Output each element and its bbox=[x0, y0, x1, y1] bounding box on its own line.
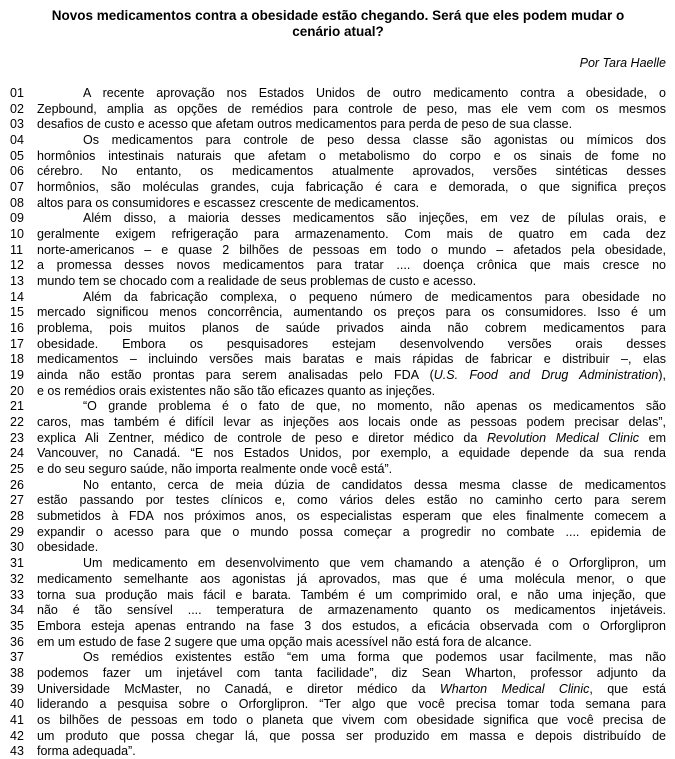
line-number: 01 bbox=[10, 86, 24, 100]
line-text bbox=[37, 86, 666, 102]
line-number: 02 bbox=[10, 101, 24, 116]
line-number: 09 bbox=[10, 211, 24, 226]
text-line bbox=[10, 493, 666, 509]
line-text bbox=[37, 321, 666, 337]
text-segment: altos para os consumidores e escassez crescente de medicamentos. bbox=[37, 195, 420, 210]
line-text bbox=[37, 478, 666, 494]
line-text bbox=[37, 650, 666, 666]
line-number: 20 bbox=[10, 383, 24, 398]
text-line bbox=[10, 196, 666, 212]
text-segment: Um medicamento em desenvolvimento que vem chamando a atenção é o Orforglipron, um bbox=[83, 556, 666, 571]
text-segment: hormônios, são moléculas grandes, cuja fabricação é cara e demorada, o que significa preços bbox=[37, 180, 666, 195]
line-text bbox=[37, 572, 666, 588]
text-segment: “O grande problema é o fato de que, no momento, não apenas os medicamentos são bbox=[83, 399, 666, 414]
line-number: 12 bbox=[10, 258, 24, 273]
text-line bbox=[10, 509, 666, 525]
text-segment: submetidos à FDA nos próximos anos, os especialistas esperam que eles finalmente comecem a bbox=[37, 509, 666, 524]
line-text bbox=[37, 713, 666, 729]
text-line bbox=[10, 556, 666, 572]
text-segment: medicamentos – incluindo versões mais baratas e mais rápidas de fabricar e distribuir –, elas bbox=[37, 352, 666, 367]
text-segment: em bbox=[638, 430, 666, 445]
text-segment: Além disso, a maioria desses medicamentos são injeções, em vez de pílulas orais, e bbox=[83, 211, 666, 226]
text-line bbox=[10, 399, 666, 415]
line-number: 03 bbox=[10, 117, 24, 132]
text-segment: problema, pois muitos planos de saúde privados ainda não cobrem medicamentos para bbox=[37, 321, 666, 336]
text-segment: cérebro. No entanto, os medicamentos atualmente aprovados, versões sintéticas desses bbox=[37, 164, 666, 179]
text-line bbox=[10, 211, 666, 227]
text-line bbox=[10, 368, 666, 384]
text-segment: mercado significou menos concorrência, aumentando os preços para os consumidores. Isso é um bbox=[37, 305, 666, 320]
text-segment: mundo tem se chocado com a realidade de seus problemas de custo e acesso. bbox=[37, 274, 477, 289]
text-segment: podemos fazer um injetável com tanta facilidade”, diz Sean Wharton, professor adjunto da bbox=[37, 665, 666, 680]
text-line bbox=[10, 588, 666, 604]
line-number: 39 bbox=[10, 681, 24, 696]
line-number: 38 bbox=[10, 665, 24, 680]
text-segment: liderando a pesquisa sobre o Orforglipron. “Ter algo que você precisa tomar toda semana para bbox=[37, 697, 666, 712]
line-number: 21 bbox=[10, 399, 24, 414]
line-text bbox=[37, 211, 666, 227]
document-title: Novos medicamentos contra a obesidade estão chegando. Será que eles podem mudar o cenário atual? bbox=[51, 8, 625, 39]
line-number: 08 bbox=[10, 195, 24, 210]
line-text bbox=[37, 227, 666, 243]
text-line bbox=[10, 682, 666, 698]
text-line bbox=[10, 149, 666, 165]
byline: Por Tara Haelle bbox=[579, 56, 666, 70]
line-number: 27 bbox=[10, 493, 24, 508]
line-text bbox=[37, 509, 666, 525]
line-text bbox=[37, 133, 666, 149]
line-number: 22 bbox=[10, 415, 24, 430]
text-segment: medicamento semelhante aos agonistas já aprovados, mas que é uma molécula menor, o que bbox=[37, 571, 666, 586]
line-number: 33 bbox=[10, 587, 24, 602]
line-number: 13 bbox=[10, 274, 24, 289]
line-text bbox=[37, 540, 666, 556]
text-segment: e do seu seguro saúde, não importa realmente onde você está”. bbox=[37, 462, 393, 477]
text-segment: expandir o acesso para que o mundo possa começar a progredir no combate .... epidemia de bbox=[37, 524, 666, 539]
text-line bbox=[10, 744, 666, 759]
line-text bbox=[37, 399, 666, 415]
line-number: 28 bbox=[10, 509, 24, 524]
document-body bbox=[10, 86, 666, 759]
line-text bbox=[37, 697, 666, 713]
line-number: 23 bbox=[10, 430, 24, 445]
text-line bbox=[10, 572, 666, 588]
line-number: 10 bbox=[10, 227, 24, 242]
line-number: 36 bbox=[10, 634, 24, 649]
text-segment: obesidade. bbox=[37, 540, 99, 555]
line-number: 34 bbox=[10, 603, 24, 618]
text-line bbox=[10, 86, 666, 102]
text-line bbox=[10, 164, 666, 180]
line-text bbox=[37, 337, 666, 353]
text-line bbox=[10, 243, 666, 259]
line-number: 30 bbox=[10, 540, 24, 555]
line-number: 17 bbox=[10, 336, 24, 351]
line-text bbox=[37, 744, 666, 759]
text-line bbox=[10, 337, 666, 353]
text-line bbox=[10, 540, 666, 556]
line-text bbox=[37, 525, 666, 541]
text-segment: Os remédios existentes estão “em uma forma que podemos usar facilmente, mas não bbox=[83, 650, 666, 665]
text-line bbox=[10, 180, 666, 196]
text-line bbox=[10, 384, 666, 400]
line-number: 43 bbox=[10, 744, 24, 759]
text-line bbox=[10, 729, 666, 745]
line-text bbox=[37, 243, 666, 259]
line-number: 24 bbox=[10, 446, 24, 461]
text-line bbox=[10, 227, 666, 243]
text-segment: geralmente exigem refrigeração para armazenamento. Com mais de quatro em cada dez bbox=[37, 227, 666, 242]
line-text bbox=[37, 180, 666, 196]
text-segment: Zepbound, amplia as opções de remédios para controle de peso, mas ele vem com os mesmos bbox=[37, 101, 666, 116]
text-segment: em um estudo de fase 2 sugere que uma opção mais acessível não está fora de alcance. bbox=[37, 634, 532, 649]
text-line bbox=[10, 525, 666, 541]
text-line bbox=[10, 446, 666, 462]
line-text bbox=[37, 415, 666, 431]
line-number: 25 bbox=[10, 462, 24, 477]
line-number: 18 bbox=[10, 352, 24, 367]
text-segment: não é tão sensível .... temperatura de armazenamento quanto os medicamentos injetáveis. bbox=[37, 603, 666, 618]
line-text bbox=[37, 588, 666, 604]
text-segment: um produto que possa chegar lá, que possa ser produzido em massa e depois distribuído de bbox=[37, 728, 666, 743]
text-segment: Universidade McMaster, no Canadá, e diretor médico da bbox=[37, 681, 440, 696]
line-text bbox=[37, 149, 666, 165]
text-line bbox=[10, 431, 666, 447]
line-number: 26 bbox=[10, 477, 24, 492]
line-text bbox=[37, 117, 666, 133]
line-number: 32 bbox=[10, 571, 24, 586]
text-segment: ainda não estão prontas para serem analisadas pelo FDA ( bbox=[37, 368, 434, 383]
line-text bbox=[37, 384, 666, 400]
line-text bbox=[37, 603, 666, 619]
text-segment: obesidade. Embora os pesquisadores estejam desenvolvendo versões orais desses bbox=[37, 336, 666, 351]
text-line bbox=[10, 697, 666, 713]
line-number: 07 bbox=[10, 180, 24, 195]
line-text bbox=[37, 666, 666, 682]
line-number: 15 bbox=[10, 305, 24, 320]
line-number: 14 bbox=[10, 289, 24, 304]
line-text bbox=[37, 556, 666, 572]
line-text bbox=[37, 493, 666, 509]
text-segment: e os remédios orais existentes não são tão eficazes quanto as injeções. bbox=[37, 383, 436, 398]
line-number: 42 bbox=[10, 728, 24, 743]
text-line bbox=[10, 117, 666, 133]
line-number: 16 bbox=[10, 321, 24, 336]
text-segment: norte-americanos – e quase 2 bilhões de pessoas em todo o mundo – afetados pela obesidade, bbox=[37, 242, 666, 257]
text-segment: A recente aprovação nos Estados Unidos de outro medicamento contra a obesidade, o bbox=[83, 86, 666, 100]
text-line bbox=[10, 352, 666, 368]
line-number: 35 bbox=[10, 618, 24, 633]
text-segment: ), bbox=[658, 368, 666, 383]
text-segment: os bilhões de pessoas em todo o planeta que vivem com obesidade significa que você precisa de bbox=[37, 712, 666, 727]
text-line bbox=[10, 650, 666, 666]
line-text bbox=[37, 446, 666, 462]
line-text bbox=[37, 635, 666, 651]
line-number: 29 bbox=[10, 524, 24, 539]
text-line bbox=[10, 619, 666, 635]
line-text bbox=[37, 196, 666, 212]
text-segment: Além da fabricação complexa, o pequeno número de medicamentos para obesidade no bbox=[83, 289, 666, 304]
text-line bbox=[10, 478, 666, 494]
text-segment: caros, mas também é difícil levar as injeções aos locais onde as pessoas podem precisar delas”, bbox=[37, 415, 666, 430]
line-number: 04 bbox=[10, 133, 24, 148]
text-line bbox=[10, 635, 666, 651]
text-segment: explica Ali Zentner, médico de controle de peso e diretor médico da bbox=[37, 430, 487, 445]
text-line bbox=[10, 603, 666, 619]
text-line bbox=[10, 666, 666, 682]
text-segment: No entanto, cerca de meia dúzia de candidatos dessa mesma classe de medicamentos bbox=[83, 477, 666, 492]
line-text bbox=[37, 305, 666, 321]
italic-text-segment: Revolution Medical Clinic bbox=[486, 430, 639, 445]
italic-text-segment: Wharton Medical Clinic bbox=[439, 681, 590, 696]
line-text bbox=[37, 368, 666, 384]
text-segment: , que está bbox=[589, 681, 666, 696]
line-number: 31 bbox=[10, 556, 24, 571]
line-text bbox=[37, 164, 666, 180]
text-line bbox=[10, 290, 666, 306]
line-text bbox=[37, 682, 666, 698]
text-line bbox=[10, 462, 666, 478]
text-line bbox=[10, 321, 666, 337]
text-segment: Embora esteja apenas entrando na fase 3 dos estudos, a eficácia observada com o Orforglipron bbox=[37, 618, 666, 633]
line-number: 11 bbox=[10, 242, 23, 257]
text-segment: estão passando por testes clínicos e, como vários deles estão no caminho certo para serem bbox=[37, 493, 666, 508]
line-text bbox=[37, 729, 666, 745]
italic-text-segment: U.S. Food and Drug Administration bbox=[433, 368, 659, 383]
text-segment: torna sua produção mais fácil e barata. Também é um comprimido oral, e não uma injeção, que bbox=[37, 587, 666, 602]
text-line bbox=[10, 415, 666, 431]
line-number: 05 bbox=[10, 148, 24, 163]
text-segment: Vancouver, no Canadá. “E nos Estados Unidos, por exemplo, a equidade depende da sua renda bbox=[37, 446, 666, 461]
line-text bbox=[37, 290, 666, 306]
line-number: 37 bbox=[10, 650, 24, 665]
line-number: 41 bbox=[10, 712, 24, 727]
text-line bbox=[10, 274, 666, 290]
text-line bbox=[10, 305, 666, 321]
text-line bbox=[10, 713, 666, 729]
text-segment: desafios de custo e acesso que afetam outros medicamentos para perda de peso de sua classe. bbox=[37, 117, 573, 132]
line-number: 19 bbox=[10, 368, 24, 383]
line-text bbox=[37, 462, 666, 478]
text-line bbox=[10, 133, 666, 149]
line-text bbox=[37, 274, 666, 290]
text-segment: Os medicamentos para controle de peso dessa classe são agonistas ou mímicos dos bbox=[83, 133, 666, 148]
text-line bbox=[10, 258, 666, 274]
line-text bbox=[37, 102, 666, 118]
text-segment: a promessa desses novos medicamentos para tratar .... doença crônica que mais cresce no bbox=[37, 258, 666, 273]
line-text bbox=[37, 258, 666, 274]
line-text bbox=[37, 352, 666, 368]
line-text bbox=[37, 431, 666, 447]
text-segment: forma adequada”. bbox=[37, 744, 136, 759]
line-number: 40 bbox=[10, 697, 24, 712]
line-text bbox=[37, 619, 666, 635]
text-line bbox=[10, 102, 666, 118]
text-segment: hormônios intestinais naturais que afetam o metabolismo do corpo e os sinais de fome no bbox=[37, 148, 666, 163]
line-number: 06 bbox=[10, 164, 24, 179]
